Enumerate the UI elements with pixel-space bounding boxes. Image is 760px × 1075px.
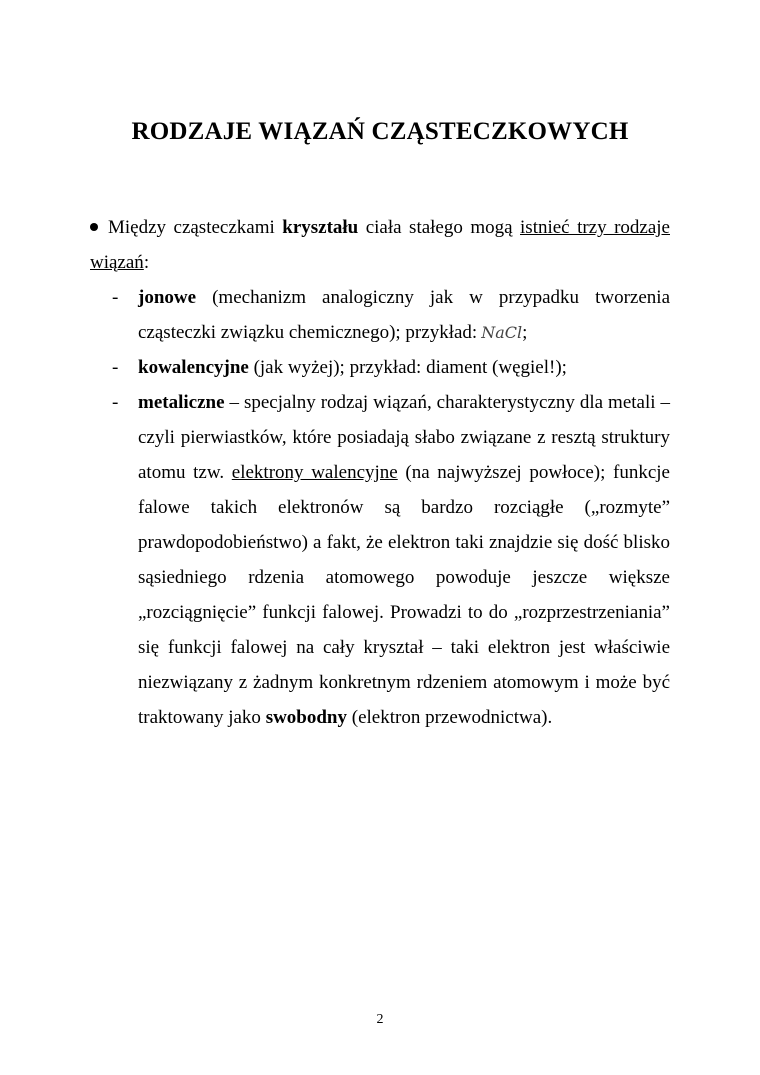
intro-text-after: : — [143, 252, 150, 273]
term-covalent: kowalencyjne — [138, 357, 249, 378]
list-dash: - — [112, 392, 119, 413]
list-item-ionic — [90, 280, 670, 350]
term-ionic: jonowe — [138, 287, 197, 308]
bond-types-list — [90, 280, 670, 735]
covalent-description: (jak wyżej); przykład: diament (węgiel!); — [248, 357, 567, 378]
bullet-dot-icon — [90, 223, 98, 231]
list-item-metallic — [90, 385, 670, 735]
metallic-description-part1: – specjalny rodzaj wiązań, charakterystyczny dla metali – czyli pierwiastków, które posiadają słabo związane z resztą struktury atomu tzw. — [138, 392, 670, 483]
intro-paragraph — [90, 210, 670, 280]
ionic-description: (mechanizm analogiczny jak w przypadku tworzenia cząsteczki związku chemicznego); przykład: — [138, 287, 670, 343]
page-number: 2 — [376, 1012, 384, 1027]
intro-underlined-phrase: istnieć trzy rodzaje wiązań — [90, 217, 670, 273]
metallic-description-part2: (na najwyższej powłoce); funkcje falowe takich elektronów są bardzo rozciągłe („rozmyte” prawdopodobieństwo) a fakt, że elektron taki znajdzie się dość blisko sąsiedniego rdzenia atomowego powoduje jeszcze większe „rozciągnięcie” funkcji falowej. Prowadzi to do „rozprzestrzeniania” się funkcji falowej na cały kryształ – taki elektron jest właściwie niezwiązany z żadnym konkretnym rdzeniem atomowym i może być traktowany jako — [138, 462, 670, 728]
metallic-bold-term: swobodny — [265, 707, 348, 728]
intro-text-before: Między cząsteczkami — [108, 217, 283, 238]
term-metallic: metaliczne — [138, 392, 225, 413]
intro-text-middle: ciała stałego mogą — [358, 217, 521, 238]
metallic-underlined-term: elektrony walencyjne — [231, 462, 398, 483]
formula-nacl: NaCl — [481, 323, 523, 342]
metallic-description-part3: (elektron przewodnictwa). — [347, 707, 553, 728]
list-dash: - — [112, 287, 119, 308]
ionic-end: ; — [522, 322, 528, 343]
intro-bold-word: kryształu — [282, 217, 359, 238]
list-dash: - — [112, 357, 119, 378]
list-item-covalent — [90, 350, 670, 385]
document-body — [90, 210, 670, 735]
page-title: RODZAJE WIĄZAŃ CZĄSTECZKOWYCH — [131, 118, 629, 145]
